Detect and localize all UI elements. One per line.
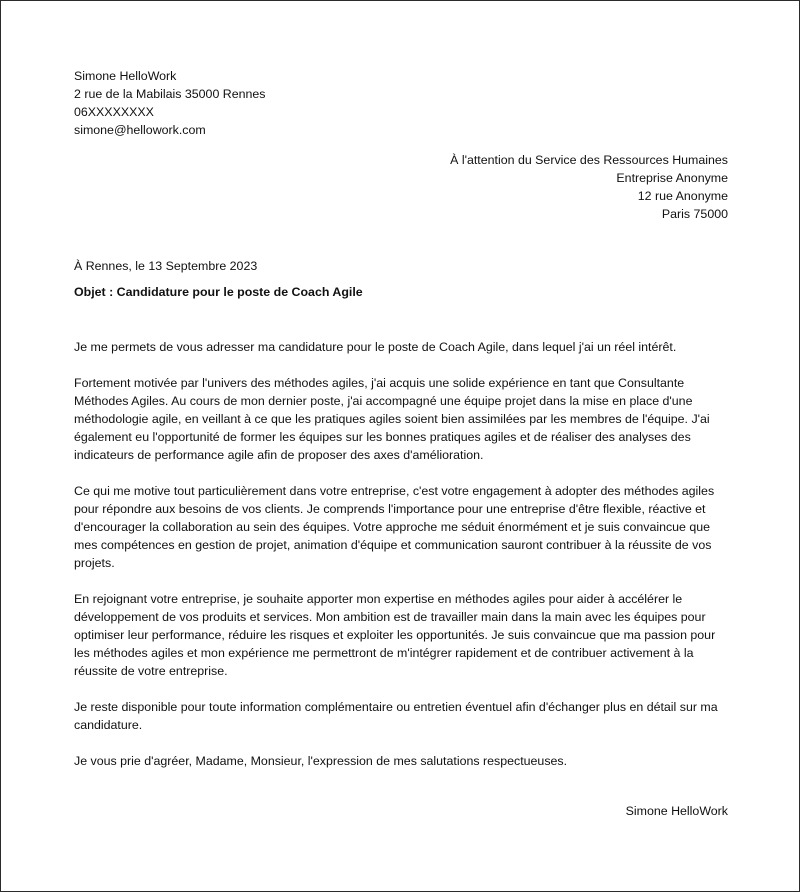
sender-address: 2 rue de la Mabilais 35000 Rennes — [74, 87, 266, 101]
paragraph-closing: Je vous prie d'agréer, Madame, Monsieur, l'expression de mes salutations respectueuses. — [74, 754, 568, 768]
date-line: À Rennes, le 13 Septembre 2023 — [74, 259, 258, 273]
paragraph-experience: Fortement motivée par l'univers des méthodes agiles, j'ai acquis une solide expérience en tant que Consultante Méthodes Agiles. Au cours de mon dernier poste, j'ai accompagné une équipe projet dans la mise en place d'une méthodologie agile, en veillant à ce que les pratiques agiles soient bien assimilées par les membres de l'équipe. J'ai également eu l'opportunité de former les équipes sur les bonnes pratiques agiles et de réaliser des analyses des indicateurs de performance agile afin de proposer des axes d'amélioration. — [74, 376, 710, 462]
subject-line: Objet : Candidature pour le poste de Coach Agile — [74, 285, 363, 299]
sender-email: simone@hellowork.com — [74, 123, 206, 137]
signature: Simone HelloWork — [625, 804, 728, 818]
sender-phone: 06XXXXXXXX — [74, 105, 154, 119]
paragraph-motivation: Ce qui me motive tout particulièrement dans votre entreprise, c'est votre engagement à adopter des méthodes agiles pour répondre aux besoins de vos clients. Je comprends l'importance pour une entreprise d'être flexible, réactive et d'encourager la collaboration au sein des équipes. Votre approche me séduit énormément et je suis convaincue que mes compétences en gestion de projet, animation d'équipe et communication sauront contribuer à la réussite de vos projets. — [74, 484, 715, 570]
paragraph-contribution: En rejoignant votre entreprise, je souhaite apporter mon expertise en méthodes agiles pour aider à accélérer le développement de vos produits et services. Mon ambition est de travailler main dans la main avec les équipes pour optimiser leur performance, réduire les risques et exploiter les opportunités. Je suis convaincue que ma passion pour les méthodes agiles et mon expérience me permettront de m'intégrer rapidement et de contribuer activement à la réussite de votre entreprise. — [74, 592, 716, 678]
letter-body — [74, 338, 728, 770]
recipient-company: Entreprise Anonyme — [616, 171, 728, 185]
recipient-block — [74, 151, 728, 223]
recipient-street: 12 rue Anonyme — [637, 189, 728, 203]
paragraph-availability: Je reste disponible pour toute information complémentaire ou entretien éventuel afin d'échanger plus en détail sur ma candidature. — [74, 700, 718, 732]
recipient-city: Paris 75000 — [661, 207, 728, 221]
sender-block — [74, 67, 728, 139]
paragraph-intro: Je me permets de vous adresser ma candidature pour le poste de Coach Agile, dans lequel j'ai un réel intérêt. — [74, 340, 677, 354]
letter-content — [74, 67, 728, 820]
sender-name: Simone HelloWork — [74, 69, 177, 83]
recipient-attention: À l'attention du Service des Ressources Humaines — [450, 153, 728, 167]
